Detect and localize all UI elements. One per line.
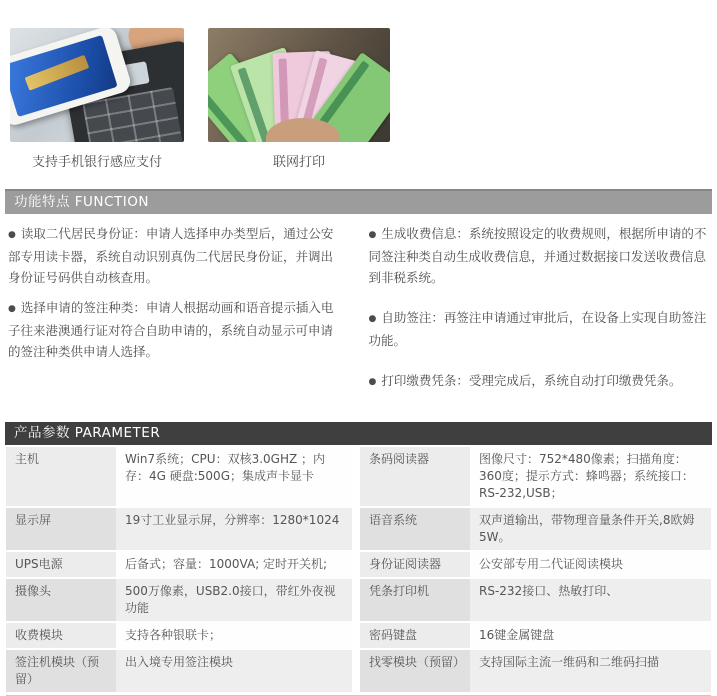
param-value: RS-232接口、热敏打印、 <box>470 579 711 623</box>
param-value: 支持国际主流一维码和二维码扫描 <box>470 650 711 694</box>
param-label: 主机 <box>6 447 116 508</box>
param-label: 条码阅读器 <box>352 447 470 508</box>
phone-banner-shape <box>25 55 90 91</box>
figure-ticket-printing <box>208 28 390 170</box>
photo-caption: 支持手机银行感应支付 <box>31 155 162 170</box>
param-value: 500万像素，USB2.0接口，带红外夜视功能 <box>116 579 352 623</box>
param-value: 后备式；容量：1000VA; 定时开关机; <box>116 552 352 579</box>
function-bullet <box>8 297 343 362</box>
bullet-text: 打印缴费凭条：受理完成后，系统自动打印缴费凭条。 <box>381 373 682 388</box>
figure-mobile-payment <box>10 28 184 170</box>
bullet-text: 生成收费信息：系统按照设定的收费规则，根据所申请的不同签注种类自动生成收费信息，并通过数据接口发送收费信息到非税系统。 <box>368 226 707 285</box>
parameter-table <box>6 447 711 696</box>
function-bullet <box>8 223 343 288</box>
function-column-left <box>8 223 359 412</box>
param-label: 找零模块（预留） <box>352 650 470 694</box>
param-value: 双声道输出，带物理音量条件开关,8欧姆5W。 <box>470 508 711 552</box>
function-bullet <box>369 223 708 288</box>
mobile-payment-photo <box>10 28 184 142</box>
param-label: 身份证阅读器 <box>352 552 470 579</box>
param-label: 显示屏 <box>6 508 116 552</box>
param-value: 16键金属键盘 <box>470 623 711 650</box>
function-section-header: 功能特点 FUNCTION <box>5 189 712 214</box>
param-value: Win7系统；CPU：双核3.0GHZ ；内存：4G 硬盘:500G；集成声卡显卡 <box>116 447 352 508</box>
bullet-text: 读取二代居民身份证：申请人选择申办类型后，通过公安部专用读卡器，系统自动识别真伪二代居民身份证，并调出身份证号码供自动核查用。 <box>8 226 334 285</box>
param-value: 出入境专用签注模块 <box>116 650 352 694</box>
param-label: 摄像头 <box>6 579 116 623</box>
param-label: 密码键盘 <box>352 623 470 650</box>
bullet-icon: ● <box>368 230 377 240</box>
bullet-text: 自助签注：再签注申请通过审批后，在设备上实现自助签注功能。 <box>368 310 707 348</box>
param-label: 语音系统 <box>352 508 470 552</box>
bullet-icon: ● <box>8 230 16 240</box>
param-label: 凭条打印机 <box>352 579 470 623</box>
function-section-body <box>0 214 717 412</box>
function-column-right <box>359 223 710 412</box>
ticket-printing-photo <box>208 28 390 142</box>
bullet-icon: ● <box>368 377 377 387</box>
function-bullet <box>369 370 708 393</box>
bullet-text: 选择申请的签注种类：申请人根据动画和语音提示插入电子往来港澳通行证对符合自助申请的，系统自动显示可申请的签注种类供申请人选择。 <box>8 300 334 359</box>
param-label: UPS电源 <box>6 552 116 579</box>
param-value: 图像尺寸：752*480像素；扫描角度：360度；提示方式：蜂鸣器；系统接口：RS-232,USB； <box>470 447 711 508</box>
function-bullet <box>369 307 708 351</box>
parameter-section-header: 产品参数 PARAMETER <box>5 422 712 445</box>
param-value: 公安部专用二代证阅读模块 <box>470 552 711 579</box>
param-label: 签注机模块（预留） <box>6 650 116 694</box>
param-value: 19寸工业显示屏，分辨率：1280*1024 <box>116 508 352 552</box>
photo-gallery <box>0 0 717 170</box>
photo-caption: 联网打印 <box>272 155 325 170</box>
bullet-icon: ● <box>368 314 377 324</box>
bullet-icon: ● <box>8 304 16 314</box>
param-value: 支持各种银联卡； <box>116 623 352 650</box>
param-label: 收费模块 <box>6 623 116 650</box>
